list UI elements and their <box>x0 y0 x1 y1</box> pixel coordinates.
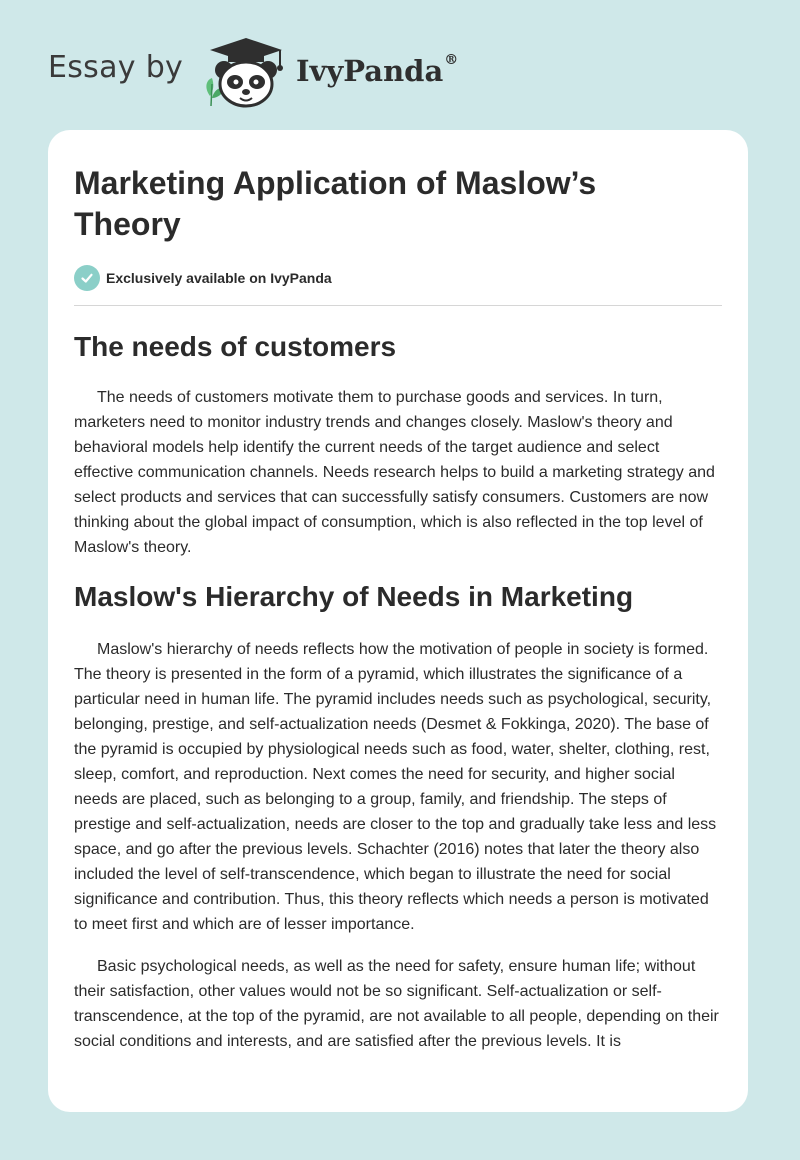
paragraph: The needs of customers motivate them to purchase goods and services. In turn, marketers need to monitor industry trends and changes closely. Maslow's theory and behavioral models help identify the current needs of the target audience and select effective communication channels. Needs research helps to build a marketing strategy and select products and services that can successfully satisfy consumers. Customers are now thinking about the global impact of consumption, which is also reflected in the top level of Maslow's theory. <box>74 389 715 556</box>
section-heading: The needs of customers <box>74 331 397 362</box>
ivypanda-panda-logo[interactable] <box>200 36 292 110</box>
check-icon <box>74 265 100 291</box>
paragraph: Basic psychological needs, as well as the need for safety, ensure human life; without their satisfaction, other values would not be so significant. Self-actualization or self-transcendence, at the top of the pyramid, are not available to all people, depending on their social conditions and interests, and are satisfied after the previous levels. It is <box>74 958 719 1050</box>
essay-by-label: Essay by <box>48 50 184 85</box>
article-card <box>48 130 748 1112</box>
section-heading: Maslow's Hierarchy of Needs in Marketing <box>74 581 634 612</box>
divider <box>74 305 722 306</box>
paragraph: Maslow's hierarchy of needs reflects how the motivation of people in society is formed. The theory is presented in the form of a pyramid, which illustrates the significance of a particular need in human life. The pyramid includes needs such as psychological, security, belonging, prestige, and self-actualization needs (Desmet & Fokkinga, 2020). The base of the pyramid is occupied by physiological needs such as food, water, shelter, clothing, rest, sleep, comfort, and reproduction. Next comes the need for security, and higher social needs are placed, such as belonging to a group, family, and friendship. The steps of prestige and self-actualization, needs are closer to the top and gradually take less and less space, and go after the previous levels. Schachter (2016) notes that later the theory also included the level of self-transcendence, which began to illustrate the need for social significance and contribution. Thus, this theory reflects which needs a person is motivated to meet first and which are of lesser importance. <box>74 641 717 933</box>
exclusive-badge <box>74 265 722 291</box>
site-header <box>0 0 800 130</box>
brand-name[interactable]: IvyPanda® <box>296 52 459 88</box>
article-title: Marketing Application of Maslow’s Theory <box>74 165 597 242</box>
registered-mark: ® <box>444 52 459 68</box>
exclusive-label: Exclusively available on IvyPanda <box>106 270 332 286</box>
